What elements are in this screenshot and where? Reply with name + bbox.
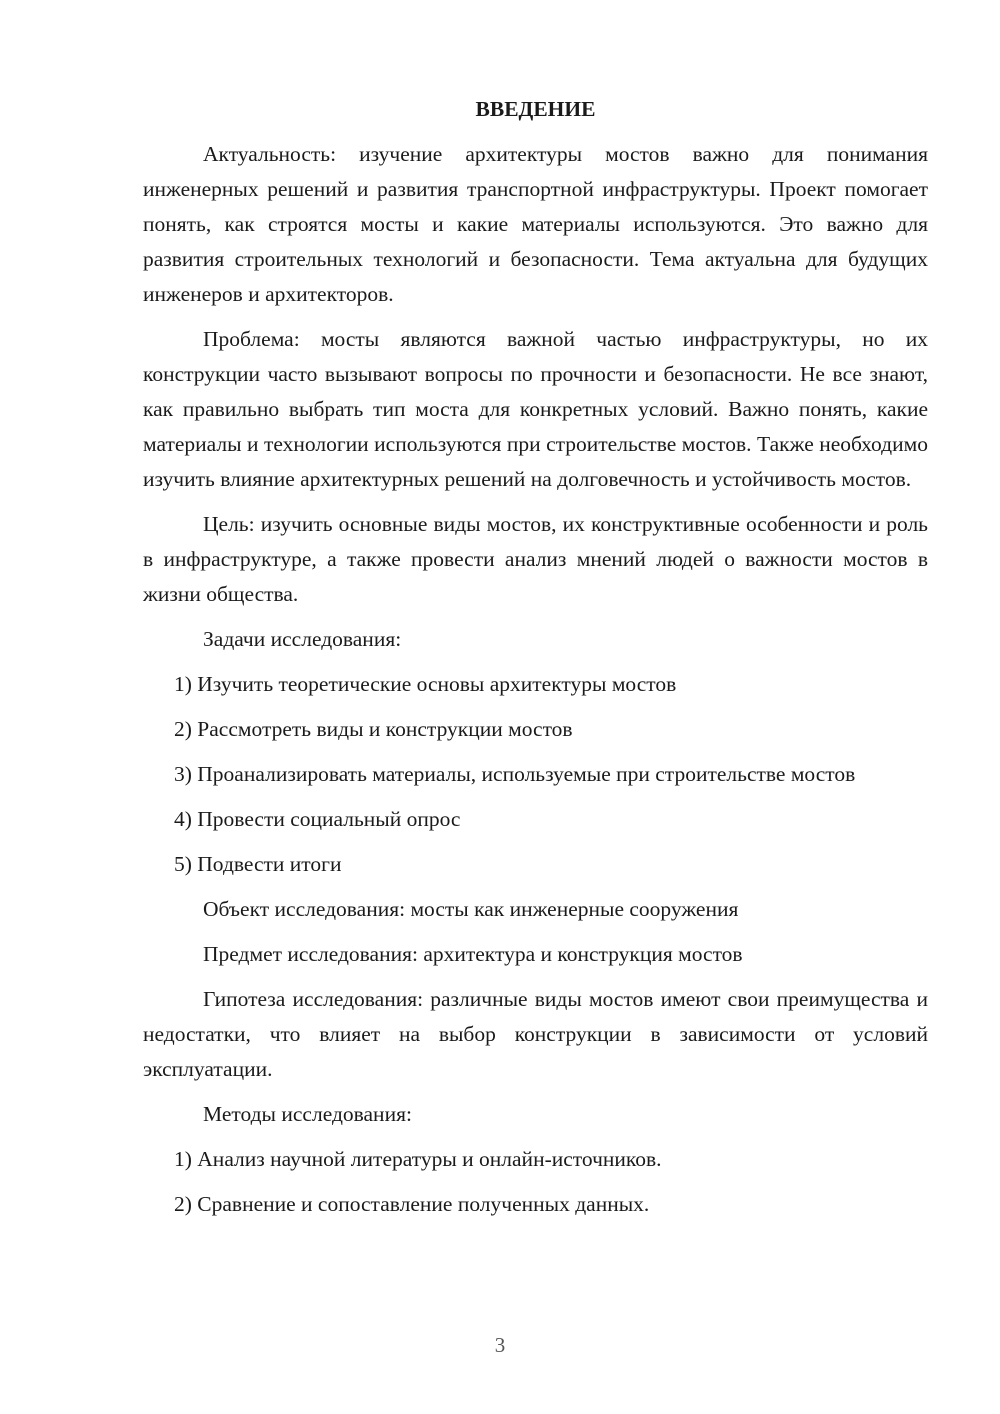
task-item-4: 4) Провести социальный опрос bbox=[174, 807, 461, 831]
task-item-5: 5) Подвести итоги bbox=[174, 852, 342, 876]
document-page bbox=[143, 92, 928, 1232]
subject-paragraph: Предмет исследования: архитектура и конструкция мостов bbox=[203, 942, 743, 966]
relevance-paragraph: Актуальность: изучение архитектуры мостов важно для понимания инженерных решений и развития транспортной инфраструктуры. Проект помогает понять, как строятся мосты и какие материалы используются. Это важно для развития строительных технологий и безопасности. Тема актуальна для будущих инженеров и архитекторов. bbox=[143, 142, 928, 306]
method-item-1: 1) Анализ научной литературы и онлайн-источников. bbox=[174, 1147, 662, 1171]
methods-label: Методы исследования: bbox=[203, 1102, 412, 1126]
object-paragraph: Объект исследования: мосты как инженерные сооружения bbox=[203, 897, 739, 921]
method-item-2: 2) Сравнение и сопоставление полученных данных. bbox=[174, 1192, 650, 1216]
page-title: ВВЕДЕНИЕ bbox=[475, 97, 596, 121]
tasks-label: Задачи исследования: bbox=[203, 627, 402, 651]
problem-paragraph: Проблема: мосты являются важной частью инфраструктуры, но их конструкции часто вызывают вопросы по прочности и безопасности. Не все знают, как правильно выбрать тип моста для конкретных условий. Важно понять, какие материалы и технологии используются при строительстве мостов. Также необходимо изучить влияние архитектурных решений на долговечность и устойчивость мостов. bbox=[143, 327, 928, 491]
task-item-3: 3) Проанализировать материалы, используемые при строительстве мостов bbox=[174, 762, 856, 786]
hypothesis-paragraph: Гипотеза исследования: различные виды мостов имеют свои преимущества и недостатки, что влияет на выбор конструкции в зависимости от условий эксплуатации. bbox=[143, 987, 928, 1081]
page-number: 3 bbox=[494, 1333, 506, 1357]
task-item-2: 2) Рассмотреть виды и конструкции мостов bbox=[174, 717, 573, 741]
goal-paragraph: Цель: изучить основные виды мостов, их конструктивные особенности и роль в инфраструктуре, а также провести анализ мнений людей о важности мостов в жизни общества. bbox=[143, 512, 928, 606]
task-item-1: 1) Изучить теоретические основы архитектуры мостов bbox=[174, 672, 677, 696]
